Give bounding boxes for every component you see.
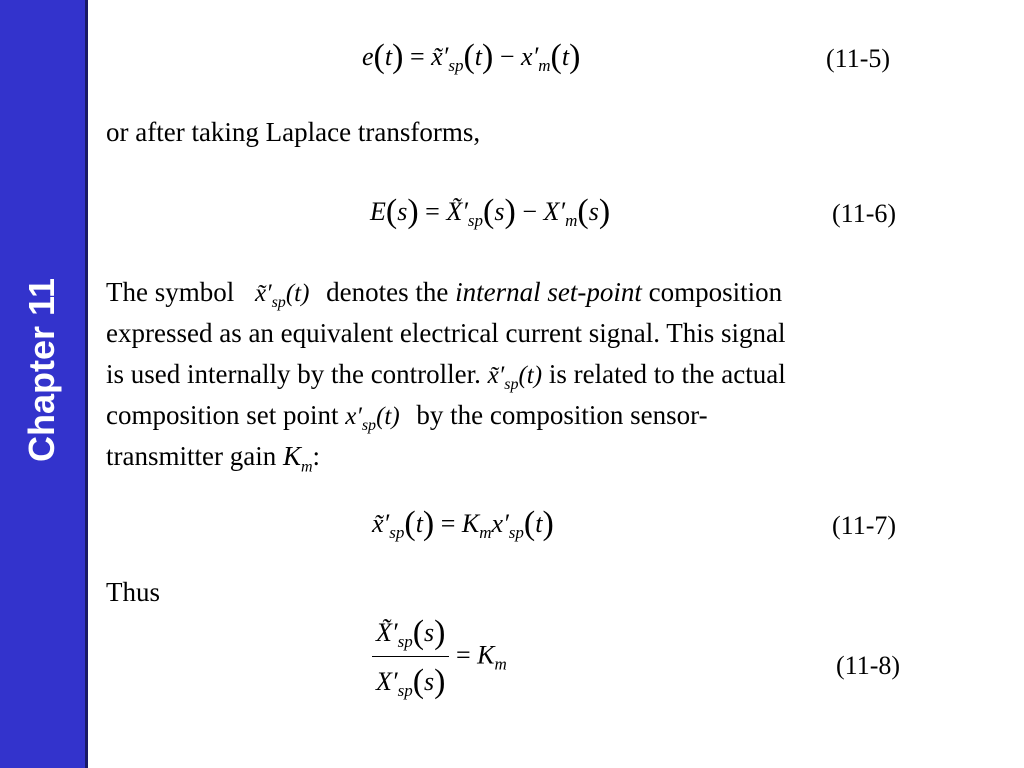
- laplace-intro-text: or after taking Laplace transforms,: [106, 117, 481, 147]
- colon: :: [312, 441, 321, 471]
- chapter-label: Chapter 11: [21, 277, 62, 463]
- sidebar-edge: [85, 0, 88, 768]
- equation-11-6: $E(s) = X̃'_{sp}(s) - X'_m(s)$: [370, 193, 611, 230]
- p5-text-a: transmitter gain: [106, 441, 277, 471]
- equation-number-11-6: (11-6): [832, 199, 897, 228]
- equation-number-11-7: (11-7): [832, 511, 897, 540]
- p1-text-b: denotes the: [326, 277, 449, 307]
- p1-text-c: composition: [648, 277, 783, 307]
- paragraph-line-5: [106, 436, 320, 487]
- p1-italic-term: internal set-point: [455, 277, 642, 307]
- fraction: [372, 614, 449, 701]
- equation-11-7: $x̃'_{sp}(t) = K_mx'_{sp}(t)$: [372, 505, 554, 542]
- equation-number-11-8: (11-8): [836, 651, 901, 680]
- inline-math-xsp-tilde: $x̃'_{sp}(t)$: [255, 280, 310, 311]
- inline-math-xsp: $x'_{sp}(t)$: [345, 403, 400, 434]
- equation-11-5: $e(t) = x̃'_{sp}(t) - x'_m(t)$: [362, 38, 581, 75]
- p1-text-a: The symbol: [106, 277, 235, 307]
- p3-text-b: is related to the actual: [548, 359, 786, 389]
- thus-text: Thus: [106, 577, 160, 607]
- equation-number-11-5: (11-5): [826, 44, 891, 73]
- fraction-denominator: $X'_{sp}(s)$: [376, 663, 446, 700]
- paragraph-line-2: expressed as an equivalent electrical current signal. This signal: [106, 318, 786, 348]
- p3-text-a: is used internally by the controller.: [106, 359, 481, 389]
- p4-text-b: by the composition sensor-: [416, 400, 708, 430]
- gain-symbol: $K_m$: [282, 441, 313, 476]
- fraction-numerator: $X̃'_{sp}(s)$: [372, 614, 449, 657]
- inline-math-xsp-tilde-2: $x̃'_{sp}(t)$: [487, 362, 543, 393]
- p4-text-a: composition set point: [106, 400, 339, 430]
- equation-11-8: $\frac{X̃'_{sp}(s)}{X'_{sp}(s)}$ = $K_m$: [372, 614, 507, 701]
